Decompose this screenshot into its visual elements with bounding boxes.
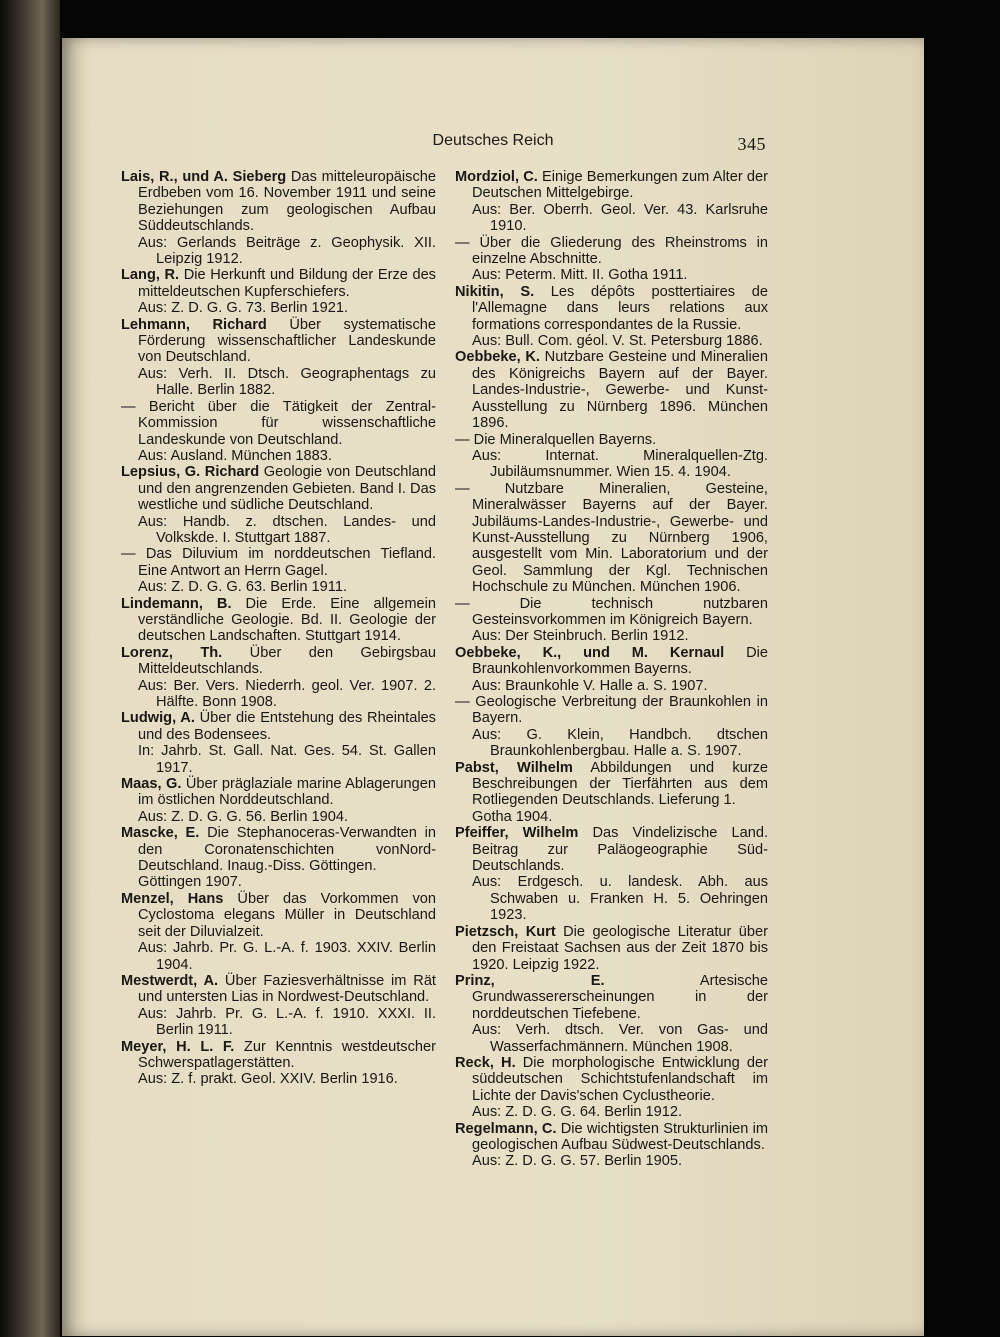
- entry-title: Das Vindelizische Land. Beitrag zur Paläogeographie Süd-Deutschlands.: [472, 825, 768, 875]
- entry-author: —: [121, 398, 136, 415]
- entry-author: Mordziol, C.: [455, 169, 538, 185]
- entry-main: [121, 645, 436, 678]
- entry-source: Aus: Bull. Com. géol. V. St. Petersburg 1886.: [472, 333, 763, 350]
- entry-author: Lepsius, G. Richard: [121, 464, 260, 481]
- bibliography-entry: [455, 973, 768, 1055]
- entry-title: Die Mineralquellen Bayerns.: [469, 431, 657, 448]
- entry-main: [455, 432, 768, 448]
- bibliography-entry: [121, 710, 436, 776]
- entry-title: Das Diluvium im norddeutschen Tiefland. Eine Antwort an Herrn Gagel.: [135, 546, 436, 579]
- entry-source: Aus: Internat. Mineralquellen-Ztg. Jubiläumsnummer. Wien 15. 4. 1904.: [472, 447, 768, 481]
- entry-title: Nutzbare Gesteine und Mineralien des Königreichs Bayern auf der Bayer. Landes-Industrie-, Gewerbe- und Kunst-Ausstellung zu Nürnberg 1896. München 1896.: [472, 349, 768, 432]
- entry-source: In: Jahrb. St. Gall. Nat. Ges. 54. St. Gallen 1917.: [138, 743, 436, 776]
- entry-main: [455, 973, 768, 1022]
- entry-title: Das mitteleuropäische Erdbeben vom 16. November 1911 und seine Beziehungen zum geologischen Aufbau Süddeutschlands.: [138, 169, 436, 235]
- entry-author: Lang, R.: [121, 267, 180, 284]
- entry-title: Geologische Verbreitung der Braunkohlen in Bayern.: [469, 694, 768, 727]
- entry-author: —: [455, 694, 470, 710]
- page-number: 345: [737, 134, 766, 154]
- bibliography-entry: [455, 760, 768, 826]
- bibliography-entry: [121, 464, 436, 546]
- entry-title: Einige Bemerkungen zum Alter der Deutschen Mittelgebirge.: [472, 169, 768, 202]
- entry-source: Aus: Handb. z. dtschen. Landes- und Volkskde. I. Stuttgart 1887.: [138, 513, 436, 546]
- entry-main: [455, 1055, 768, 1104]
- entry-author: —: [121, 546, 136, 563]
- bibliography-entry: [455, 825, 768, 923]
- entry-author: Nikitin, S.: [455, 283, 535, 300]
- entry-main: [121, 710, 436, 743]
- entry-main: [455, 924, 768, 973]
- entry-source: Aus: G. Klein, Handbch. dtschen Braunkohlenbergbau. Halle a. S. 1907.: [472, 726, 768, 760]
- entry-author: Maas, G.: [121, 776, 182, 793]
- entry-main: [121, 891, 436, 940]
- entry-source: Aus: Braunkohle V. Halle a. S. 1907.: [472, 677, 708, 694]
- running-title: Deutsches Reich: [432, 132, 554, 149]
- entry-title: Die Erde. Eine allgemein verständliche Geologie. Bd. II. Geologie der deutschen Landschaften. Stuttgart 1914.: [138, 595, 436, 645]
- bibliography-entry: [121, 645, 436, 711]
- entry-title: Geologie von Deutschland und den angrenzenden Gebieten. Band I. Das westliche und südliche Deutschland.: [138, 464, 436, 514]
- bibliography-entry: [121, 891, 436, 973]
- entry-source: Aus: Z. D. G. G. 63. Berlin 1911.: [138, 579, 347, 596]
- entry-author: Menzel, Hans: [121, 890, 224, 907]
- entry-author: Pietzsch, Kurt: [455, 923, 556, 940]
- entry-title: Artesische Grundwassererscheinungen in der norddeutschen Tiefebene.: [472, 972, 768, 1022]
- bibliography-entry: [455, 349, 768, 431]
- bibliography-entry: [121, 267, 436, 316]
- entry-source: Aus: Z. D. G. G. 57. Berlin 1905.: [472, 1153, 683, 1170]
- entry-title: Die Stephanoceras-Verwandten in den Coronatenschichten vonNord-Deutschland. Inaug.-Diss. Göttingen.: [138, 825, 436, 875]
- bibliography-entry: [121, 399, 436, 465]
- entry-author: Reck, H.: [455, 1054, 516, 1071]
- entry-main: [455, 1121, 768, 1154]
- entry-source: Aus: Der Steinbruch. Berlin 1912.: [472, 628, 689, 645]
- bibliography-entry: [455, 169, 768, 235]
- entry-author: —: [455, 431, 470, 448]
- bibliography-entry: [455, 1055, 768, 1121]
- bibliography-entry: [455, 694, 768, 760]
- entry-main: [121, 596, 436, 645]
- bibliography-entry: [121, 776, 436, 825]
- entry-main: [121, 464, 436, 513]
- entry-title: Zur Kenntnis westdeutscher Schwerspatlagerstätten.: [138, 1038, 436, 1071]
- entry-source: Aus: Ber. Oberrh. Geol. Ver. 43. Karlsruhe 1910.: [472, 201, 768, 235]
- entry-title: Die Braunkohlenvorkommen Bayerns.: [472, 644, 769, 678]
- entry-source: Aus: Jahrb. Pr. G. L.-A. f. 1910. XXXI. II. Berlin 1911.: [138, 1005, 436, 1039]
- entry-author: Regelmann, C.: [455, 1120, 557, 1137]
- entry-main: [121, 1039, 436, 1072]
- entry-author: Mascke, E.: [121, 825, 200, 842]
- entry-author: Oebbeke, K.: [455, 349, 540, 366]
- entry-source: Aus: Jahrb. Pr. G. L.-A. f. 1903. XXIV. Berlin 1904.: [138, 940, 436, 973]
- entry-main: [121, 267, 436, 300]
- bibliography-entry: [455, 284, 768, 350]
- entry-title: Über das Vorkommen von Cyclostoma elegans Müller in Deutschland seit der Diluvialzeit.: [138, 890, 436, 940]
- entry-source: Aus: Verh. dtsch. Ver. von Gas- und Wasserfachmännern. München 1908.: [472, 1022, 768, 1055]
- entry-main: [455, 645, 768, 678]
- entry-title: Die geologische Literatur über den Freistaat Sachsen aus der Zeit 1870 bis 1920. Leipzig 1922.: [472, 923, 768, 973]
- entry-title: Die wichtigsten Strukturlinien im geologischen Aufbau Südwest-Deutschlands.: [472, 1120, 768, 1153]
- entry-author: Mestwerdt, A.: [121, 972, 219, 989]
- entry-source: Aus: Verh. II. Dtsch. Geographentags zu Halle. Berlin 1882.: [138, 365, 436, 399]
- bibliography-entry: [121, 317, 436, 399]
- entry-author: Meyer, H. L. F.: [121, 1038, 235, 1055]
- entry-title: Les dépôts posttertiaires de l'Allemagne dans leurs relations aux formations correspondantes de la Russie.: [472, 283, 768, 333]
- entry-main: [121, 399, 436, 448]
- entry-author: —: [455, 595, 470, 612]
- bibliography-entry: [455, 596, 768, 645]
- entry-main: [455, 694, 768, 727]
- entry-title: Über systematische Förderung wissenschaftlicher Landeskunde von Deutschland.: [138, 316, 437, 366]
- entry-author: Lehmann, Richard: [121, 316, 267, 333]
- entry-author: Lais, R., und A. Sieberg: [121, 169, 287, 185]
- entry-main: [455, 169, 768, 202]
- entry-title: Die technisch nutzbaren Gesteinsvorkommen im Königreich Bayern.: [469, 595, 768, 628]
- entry-main: [455, 825, 768, 874]
- bibliography-entry: [455, 481, 768, 596]
- entry-title: Bericht über die Tätigkeit der Zentral-Kommission für wissenschaftliche Landeskunde von Deutschland.: [135, 398, 436, 448]
- entry-title: Abbildungen und kurze Beschreibungen der Tierfährten aus dem Rotliegenden Deutschlands. Lieferung 1.: [472, 759, 769, 809]
- entry-main: [455, 349, 768, 431]
- bibliography-entry: [121, 1039, 436, 1088]
- book-spine: [0, 0, 60, 1337]
- entry-title: Die Herkunft und Bildung der Erze des mitteldeutschen Kupferschiefers.: [138, 267, 436, 300]
- entry-author: Oebbeke, K., und M. Kernaul: [455, 644, 725, 661]
- bibliography-entry: [121, 973, 436, 1039]
- entry-main: [455, 284, 768, 333]
- entry-main: [121, 825, 436, 874]
- right-column: [455, 169, 768, 1170]
- entry-author: Lorenz, Th.: [121, 644, 223, 661]
- bibliography-entry: [455, 645, 768, 694]
- entry-source: Aus: Z. D. G. G. 64. Berlin 1912.: [472, 1104, 683, 1121]
- entry-title: Über die Gliederung des Rheinstroms in einzelne Abschnitte.: [469, 234, 768, 268]
- entry-title: Nutzbare Mineralien, Gesteine, Mineralwässer Bayerns auf der Bayer. Jubiläums-Landes-Industrie-, Gewerbe- und Kunst-Ausstellung zu Nürnberg 1906, ausgestellt vom Min. Laboratorium und der Geol. Sammlung der Kgl. Technischen Hochschule zu München. München 1906.: [469, 480, 768, 596]
- bibliography-entry: [455, 1121, 768, 1170]
- entry-main: [455, 596, 768, 629]
- left-column: [121, 169, 436, 1088]
- bibliography-entry: [121, 825, 436, 891]
- entry-main: [455, 481, 768, 596]
- entry-main: [121, 317, 436, 366]
- bibliography-entry: [121, 546, 436, 595]
- bibliography-entry: [455, 235, 768, 284]
- page-header: [62, 130, 924, 160]
- entry-source: Aus: Gerlands Beiträge z. Geophysik. XII. Leipzig 1912.: [138, 234, 436, 268]
- entry-author: —: [455, 480, 470, 497]
- entry-source: Aus: Ber. Vers. Niederrh. geol. Ver. 1907. 2. Hälfte. Bonn 1908.: [138, 677, 436, 710]
- entry-source: Aus: Erdgesch. u. landesk. Abh. aus Schwaben u. Franken H. 5. Oehringen 1923.: [472, 874, 768, 924]
- entry-main: [121, 169, 436, 235]
- book-page: [62, 38, 924, 1336]
- entry-title: Über den Gebirgsbau Mitteldeutschlands.: [138, 644, 436, 678]
- entry-source: Aus: Z. D. G. G. 73. Berlin 1921.: [138, 300, 349, 317]
- entry-source: Aus: Ausland. München 1883.: [138, 447, 332, 464]
- bibliography-entry: [121, 596, 436, 645]
- entry-source: Gotha 1904.: [472, 808, 553, 825]
- entry-source: Göttingen 1907.: [138, 874, 242, 891]
- entry-main: [455, 760, 768, 809]
- entry-author: Pabst, Wilhelm: [455, 759, 573, 776]
- entry-title: Über die Entstehung des Rheintales und des Bodensees.: [138, 710, 436, 743]
- entry-title: Die morphologische Entwicklung der süddeutschen Schichtstufenlandschaft im Lichte der Davis'schen Cyclustheorie.: [472, 1054, 768, 1104]
- bibliography-entry: [455, 432, 768, 481]
- entry-main: [121, 973, 436, 1006]
- entry-author: Lindemann, B.: [121, 595, 232, 612]
- entry-source: Aus: Z. f. prakt. Geol. XXIV. Berlin 1916.: [138, 1071, 398, 1088]
- entry-author: Prinz, E.: [455, 972, 605, 989]
- entry-title: Über Faziesverhältnisse im Rät und untersten Lias in Nordwest-Deutschland.: [138, 972, 436, 1006]
- entry-title: Über präglaziale marine Ablagerungen im östlichen Norddeutschland.: [138, 776, 436, 809]
- entry-main: [121, 776, 436, 809]
- entry-main: [455, 235, 768, 268]
- bibliography-entry: [455, 924, 768, 973]
- entry-author: Pfeiffer, Wilhelm: [455, 825, 579, 842]
- entry-author: Ludwig, A.: [121, 710, 195, 727]
- entry-main: [121, 546, 436, 579]
- entry-source: Aus: Z. D. G. G. 56. Berlin 1904.: [138, 808, 349, 825]
- entry-source: Aus: Peterm. Mitt. II. Gotha 1911.: [472, 267, 688, 284]
- entry-author: —: [455, 234, 470, 251]
- bibliography-entry: [121, 169, 436, 267]
